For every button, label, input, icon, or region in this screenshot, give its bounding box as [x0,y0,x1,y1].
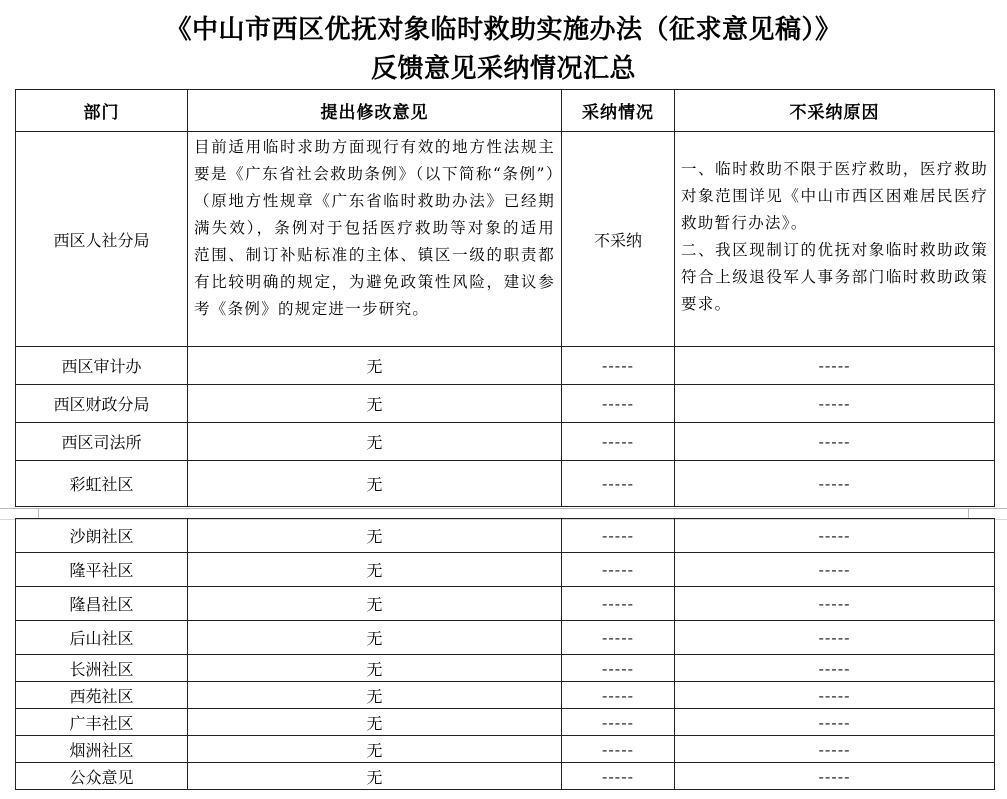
opinion-cell: 无 [188,553,562,587]
table-row [16,461,995,507]
header-opinion: 提出修改意见 [188,90,562,132]
status-cell: ----- [562,553,675,587]
department-cell: 隆昌社区 [16,587,188,621]
status-cell: ----- [562,587,675,621]
opinion-cell: 无 [188,423,562,461]
status-cell: ----- [562,621,675,655]
status-cell: ----- [562,682,675,709]
table-row [16,655,995,682]
table-row [16,347,995,385]
opinion-cell: 无 [188,519,562,553]
header-status: 采纳情况 [562,90,675,132]
reason-cell: ----- [675,385,995,423]
feedback-table-page-2 [15,518,995,790]
page-break-mark [38,509,39,518]
table-row [16,587,995,621]
reason-cell: ----- [675,763,995,790]
status-cell: ----- [562,347,675,385]
reason-cell: ----- [675,553,995,587]
department-cell: 沙朗社区 [16,519,188,553]
table-row [16,553,995,587]
department-cell: 西区人社分局 [16,132,188,347]
status-cell: ----- [562,763,675,790]
table-row [16,736,995,763]
department-cell: 彩虹社区 [16,461,188,507]
reason-cell [675,132,995,347]
table-row [16,709,995,736]
status-cell: 不采纳 [562,132,675,347]
table-row [16,682,995,709]
reason-cell: ----- [675,461,995,507]
reason-cell: ----- [675,736,995,763]
status-cell: ----- [562,461,675,507]
opinion-cell: 无 [188,347,562,385]
reason-cell: ----- [675,682,995,709]
table-row [16,385,995,423]
reason-cell: ----- [675,621,995,655]
status-cell: ----- [562,423,675,461]
reason-item-1: 一、临时救助不限于医疗救助，医疗救助对象范围详见《中山市西区困难居民医疗救助暂行办法》。 [681,160,988,232]
status-cell: ----- [562,385,675,423]
table-row [16,763,995,790]
department-cell: 烟洲社区 [16,736,188,763]
table-row [16,621,995,655]
department-cell: 长洲社区 [16,655,188,682]
opinion-cell: 无 [188,385,562,423]
status-cell: ----- [562,655,675,682]
reason-cell: ----- [675,423,995,461]
reason-cell: ----- [675,587,995,621]
table-header-row [16,90,995,132]
department-cell: 后山社区 [16,621,188,655]
reason-cell: ----- [675,709,995,736]
table-row-main [16,132,995,347]
document-subtitle: 反馈意见采纳情况汇总 [370,54,636,84]
table-row [16,519,995,553]
opinion-cell: 无 [188,621,562,655]
opinion-cell: 无 [188,587,562,621]
reason-cell: ----- [675,347,995,385]
department-cell: 西区审计办 [16,347,188,385]
opinion-cell: 无 [188,709,562,736]
opinion-cell: 目前适用临时求助方面现行有效的地方性法规主要是《广东省社会救助条例》（以下简称“条例”）（原地方性规章《广东省临时救助办法》已经期满失效），条例对于包括医疗救助等对象的适用范围、制订补贴标准的主体、镇区一级的职责都有比较明确的规定，为避免政策性风险，建议参考《条例》的规定进一步研究。 [188,132,562,347]
feedback-table-page-1 [15,89,995,507]
department-cell: 广丰社区 [16,709,188,736]
header-department: 部门 [16,90,188,132]
status-cell: ----- [562,709,675,736]
header-reason: 不采纳原因 [675,90,995,132]
opinion-cell: 无 [188,682,562,709]
page-break-mark [968,509,969,518]
document-title: 《中山市西区优抚对象临时救助实施办法（征求意见稿）》 [165,15,842,45]
department-cell: 西苑社区 [16,682,188,709]
opinion-cell: 无 [188,736,562,763]
opinion-cell: 无 [188,461,562,507]
table-row [16,423,995,461]
reason-item-2: 二、我区现制订的优抚对象临时救助政策符合上级退役军人事务部门临时救助政策要求。 [681,241,988,313]
department-cell: 隆平社区 [16,553,188,587]
department-cell: 西区财政分局 [16,385,188,423]
department-cell: 西区司法所 [16,423,188,461]
status-cell: ----- [562,519,675,553]
department-cell: 公众意见 [16,763,188,790]
reason-cell: ----- [675,519,995,553]
reason-cell: ----- [675,655,995,682]
opinion-cell: 无 [188,763,562,790]
status-cell: ----- [562,736,675,763]
opinion-cell: 无 [188,655,562,682]
